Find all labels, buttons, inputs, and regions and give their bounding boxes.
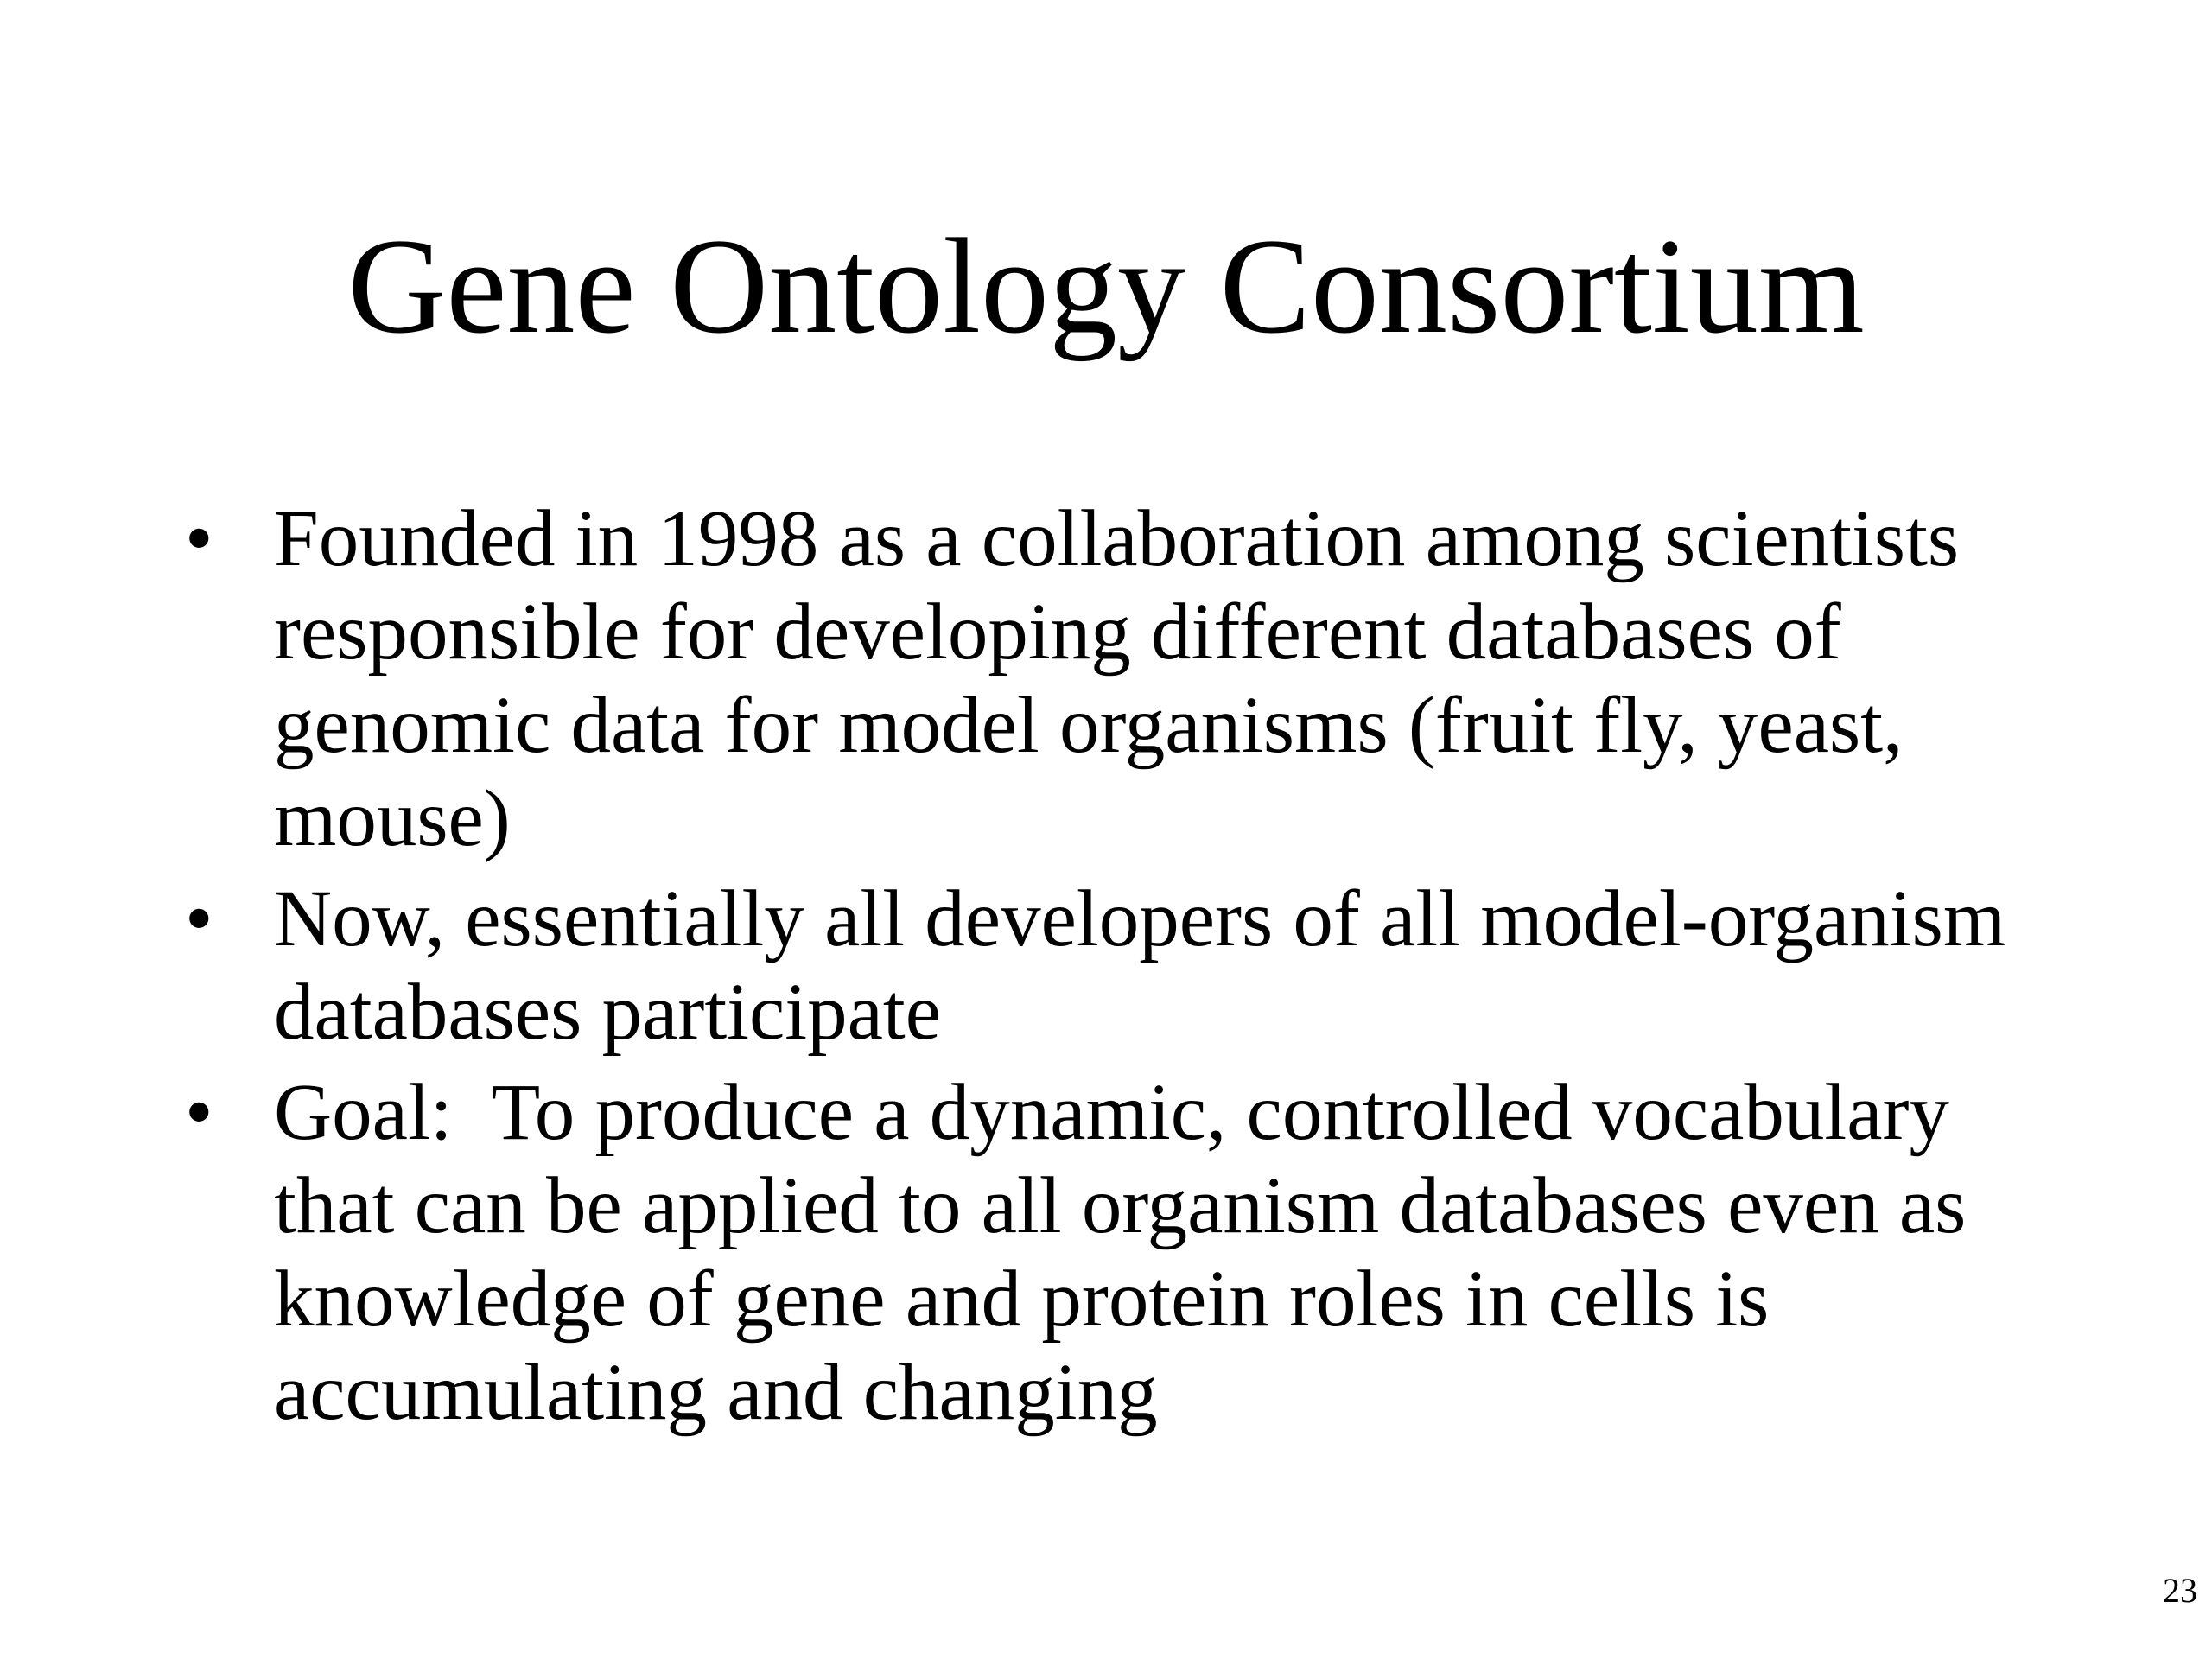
bullet-text-participation: Now, essentially all developers of all model-organism databases participate — [274, 874, 2026, 1057]
bullet-text-founded: Founded in 1998 as a collaboration among scientists responsible for developing different databases of genomic data for model organisms (fruit fly, yeast, mouse) — [274, 494, 1980, 863]
slide-title: Gene Ontology Consortium — [347, 211, 1865, 362]
bullet-icon: • — [185, 874, 213, 963]
bullet-item-participation — [185, 873, 2043, 1059]
bullet-icon: • — [185, 494, 213, 583]
bullet-list — [185, 493, 2043, 1446]
bullet-item-founded — [185, 493, 2043, 866]
bullet-icon: • — [185, 1068, 213, 1157]
bullet-item-goal — [185, 1066, 2043, 1440]
bullet-text-goal: Goal: To produce a dynamic, controlled vocabulary that can be applied to all organism databases even as knowledge of gene and protein roles in cells is accumulating and changing — [274, 1068, 1986, 1437]
page-number: 23 — [2163, 1571, 2197, 1610]
